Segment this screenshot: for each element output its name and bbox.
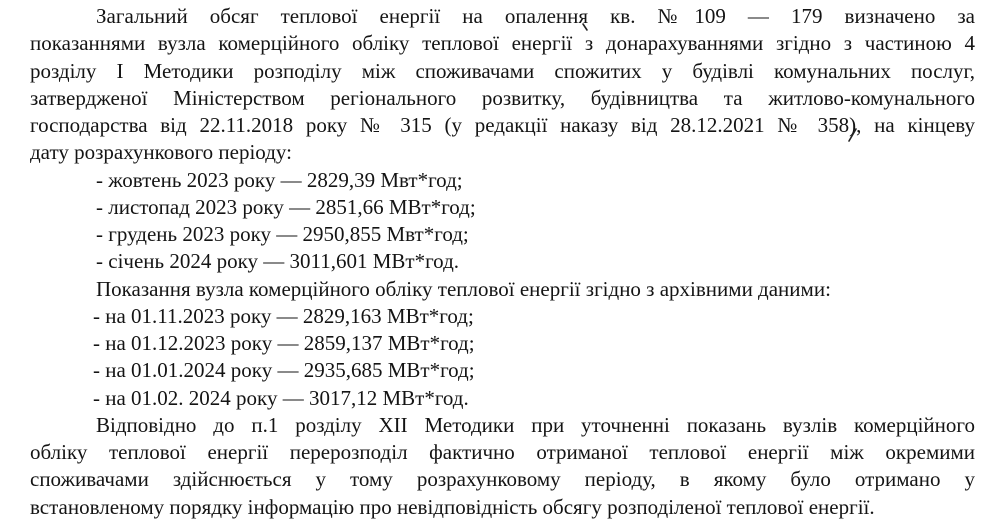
paragraph-line: споживачами здійснюється у тому розрахунковому періоду, в якому було отримано у bbox=[30, 467, 975, 492]
list-item: - на 01.02. 2024 року — 3017,12 МВт*год. bbox=[93, 385, 469, 410]
list-item: - на 01.11.2023 року — 2829,163 МВт*год; bbox=[93, 303, 474, 328]
paragraph-line: господарства від 22.11.2018 року № 315 (у редакції наказу від 28.12.2021 № 358), на кінцеву bbox=[30, 113, 975, 137]
paragraph-line: дату розрахункового періоду: bbox=[30, 140, 292, 165]
paragraph-line: Відповідно до п.1 розділу ХІІ Методики при уточненні показань вузлів комерційного bbox=[96, 412, 975, 437]
paragraph-line: обліку теплової енергії перерозподіл фактично отриманої теплової енергії між окремими bbox=[30, 440, 975, 464]
list-item: - грудень 2023 року — 2950,855 Мвт*год; bbox=[96, 222, 469, 246]
paragraph-line: Загальний обсяг теплової енергії на опалення кв. №109 — 179 визначено за bbox=[96, 4, 975, 28]
paragraph-line: розділу І Методики розподілу між споживачами спожитих у будівлі комунальних послуг, bbox=[30, 58, 975, 83]
list-item: - на 01.12.2023 року — 2859,137 МВт*год; bbox=[93, 331, 475, 355]
archive-readings-list bbox=[30, 303, 975, 412]
list-item: - на 01.01.2024 року — 2935,685 МВт*год; bbox=[93, 358, 475, 383]
conclusion-paragraph bbox=[30, 412, 975, 521]
paragraph-line: показаннями вузла комерційного обліку теплової енергії з донарахуваннями згідно з частиною 4 bbox=[30, 31, 975, 56]
list-item: - січень 2024 року — 3011,601 МВт*год. bbox=[96, 249, 459, 274]
paragraph-line: затвердженої Міністерством регіонального розвитку, будівництва та житлово-комунального bbox=[30, 85, 975, 110]
archive-heading: Показання вузла комерційного обліку теплової енергії згідно з архівними даними: bbox=[96, 276, 831, 301]
paragraph-line: встановленому порядку інформацію про невідповідність обсягу розподіленої теплової енергії. bbox=[30, 494, 875, 519]
list-item: - жовтень 2023 року — 2829,39 Мвт*год; bbox=[96, 167, 463, 192]
calculated-readings-list bbox=[30, 167, 975, 276]
document-page bbox=[30, 3, 975, 521]
list-item: - листопад 2023 року — 2851,66 МВт*год; bbox=[96, 194, 476, 219]
intro-paragraph bbox=[30, 3, 975, 167]
